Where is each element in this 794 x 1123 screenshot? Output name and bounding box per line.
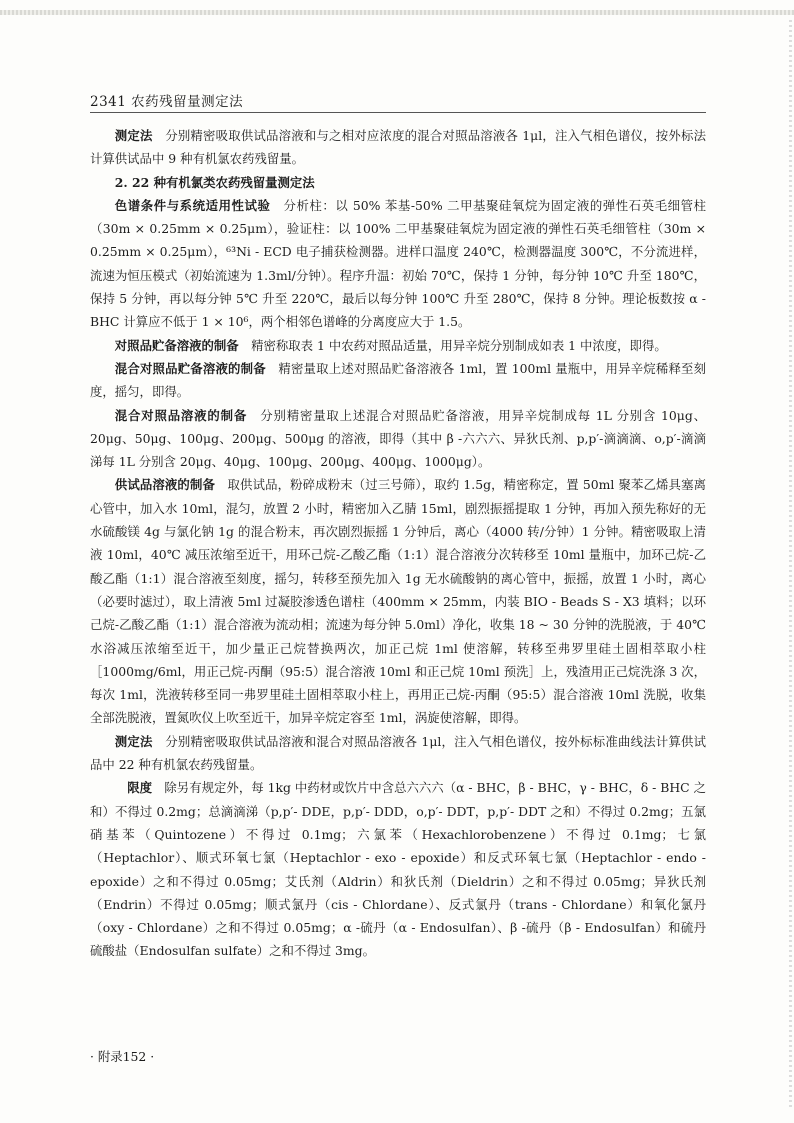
paragraph-label: 色谱条件与系统适用性试验 — [114, 197, 271, 213]
paragraph-label: 混合对照品贮备溶液的制备 — [114, 360, 266, 376]
paragraph-mixed-reference — [90, 404, 706, 474]
running-header: 2341 农药残留量测定法 — [90, 94, 244, 110]
page-number: · 附录152 · — [90, 1049, 155, 1064]
paragraph-limits — [90, 776, 706, 962]
header-rule — [90, 112, 706, 113]
paragraph-label: 测定法 — [114, 128, 153, 143]
paragraph-text: 精密量取上述对照品贮备溶液各 1ml，置 100ml 量瓶中，用异辛烷稀释至刻度，摇匀，即得。 — [90, 360, 707, 400]
paragraph-label: 测定法 — [114, 733, 153, 749]
paragraph-sample-prep — [90, 473, 706, 729]
top-border — [0, 10, 794, 15]
paragraph-text: 分别精密吸取供试品溶液和与之相对应浓度的混合对照品溶液各 1μl，注入气相色谱仪，按外标法计算供试品中 9 种有机氯农药残留量。 — [90, 128, 707, 167]
paragraph-label: 供试品溶液的制备 — [114, 477, 215, 493]
paragraph-label: 混合对照品溶液的制备 — [114, 407, 248, 423]
paragraph-mixed-stock — [90, 357, 706, 404]
body-text — [90, 124, 706, 963]
paragraph-text: 取供试品，粉碎成粉末（过三号筛），取约 1.5g，精密称定，置 50ml 聚苯乙烯具塞离心管中，加入水 10ml，混匀，放置 2 小时，精密加入乙腈 15ml，剧烈振摇提取 1 分钟，再加入预先称好的无水硫酸镁 4g 与氯化钠 1g 的混合粉末，再次剧烈振摇 1 分钟后，离心（4000 转/分钟）1 分钟。精密吸取上清液 10ml，40℃ 减压浓缩至近干，用环己烷-乙酸乙酯（1:1）混合溶液分次转移至 10ml 量瓶中，加环己烷-乙酸乙酯（1:1）混合溶液至刻度，摇匀，转移至预先加入 1g 无水硫酸钠的离心管中，振摇，放置 1 小时，离心（必要时滤过），取上清液 5ml 过凝胶渗透色谱柱（400mm × 25mm，内装 BIO - Beads S - X3 填料；以环己烷-乙酸乙酯（1:1）混合溶液为流动相；流速为每分钟 5.0ml）净化，收集 18 ~ 30 分钟的洗脱液，于 40℃ 水浴减压浓缩至近干，加少量正己烷替换两次，加正己烷 1ml 使溶解，转移至弗罗里硅土固相萃取小柱［1000mg/6ml，用正己烷-丙酮（95:5）混合溶液 10ml 和正己烷 10ml 预洗］上，残渣用正己烷洗涤 3 次，每次 1ml，洗液转移至同一弗罗里硅土固相萃取小柱上，再用正己烷-丙酮（95:5）混合溶液 10ml 洗脱，收集全部洗脱液，置氮吹仪上吹至近干，加异辛烷定容至 1ml，涡旋使溶解，即得。 — [90, 477, 707, 726]
section-heading: 2. 22 种有机氯类农药残留量测定法 — [114, 174, 315, 190]
paragraph-text: 分别精密吸取供试品溶液和混合对照品溶液各 1μl，注入气相色谱仪，按外标标准曲线法计算供试品中 22 种有机氯农药残留量。 — [90, 733, 707, 773]
paragraph-stock-solution — [90, 334, 706, 357]
paragraph-label: 限度 — [127, 780, 152, 796]
paragraph-text: 精密称取表 1 中农药对照品适量，用异辛烷分别制成如表 1 中浓度，即得。 — [251, 337, 667, 353]
paragraph-text: 分别精密量取上述混合对照品贮备溶液，用异辛烷制成每 1L 分别含 10μg、20μg、50μg、100μg、200μg、500μg 的溶液，即得（其中 β -六六六、异狄氏剂、p,p′-滴滴滴、o,p′-滴滴涕每 1L 分别含 20μg、40μg、100μg、200μg、400μg、1000μg）。 — [90, 407, 707, 470]
paragraph-measure-2 — [90, 730, 706, 777]
page-edge — [789, 20, 792, 1110]
paragraph-label: 对照品贮备溶液的制备 — [114, 337, 239, 353]
paragraph-text: 除另有规定外，每 1kg 中药材或饮片中含总六六六（α - BHC，β - BHC，γ - BHC，δ - BHC 之和）不得过 0.2mg；总滴滴涕（p,p′- DDE，p,p′- DDD，o,p′- DDT，p,p′- DDT 之和）不得过 0.2mg；五氯硝基苯（Quintozene）不得过 0.1mg；六氯苯（Hexachlorobenzene）不得过 0.1mg；七氯（Heptachlor）、顺式环氧七氯（Heptachlor - exo - epoxide）和反式环氧七氯（Heptachlor - endo - epoxide）之和不得过 0.05mg；艾氏剂（Aldrin）和狄氏剂（Dieldrin）之和不得过 0.05mg；异狄氏剂（Endrin）不得过 0.05mg；顺式氯丹（cis - Chlordane）、反式氯丹（trans - Chlordane）和氧化氯丹（oxy - Chlordane）之和不得过 0.05mg；α -硫丹（α - Endosulfan）、β -硫丹（β - Endosulfan）和硫丹硫酸盐（Endosulfan sulfate）之和不得过 3mg。 — [90, 780, 707, 959]
paragraph-measure-1 — [90, 124, 706, 171]
paragraph-chromatography — [90, 194, 706, 334]
paragraph-text: 分析柱：以 50% 苯基-50% 二甲基聚硅氧烷为固定液的弹性石英毛细管柱（30m × 0.25mm × 0.25μm），验证柱：以 100% 二甲基聚硅氧烷为固定液的弹性石英毛细管柱（30m × 0.25mm × 0.25μm），⁶³Ni - ECD 电子捕获检测器。进样口温度 240℃，检测器温度 300℃，不分流进样，流速为恒压模式（初始流速为 1.3ml/分钟）。程序升温：初始 70℃，保持 1 分钟，每分钟 10℃ 升至 180℃，保持 5 分钟，再以每分钟 5℃ 升至 220℃，最后以每分钟 100℃ 升至 280℃，保持 8 分钟。理论板数按 α - BHC 计算应不低于 1 × 10⁶，两个相邻色谱峰的分离度应大于 1.5。 — [90, 197, 707, 330]
